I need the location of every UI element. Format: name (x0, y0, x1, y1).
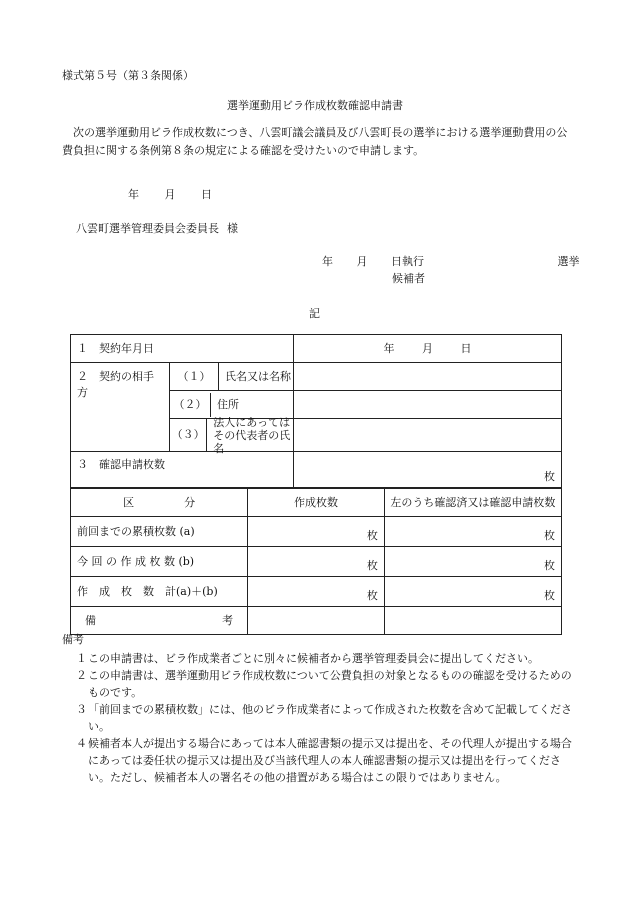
contract-table (70, 334, 562, 488)
header-category-right: 分 (184, 495, 196, 509)
sub-label-name: 氏名又は名称 (225, 369, 291, 383)
date-month: 月 (164, 188, 176, 201)
addressee-honorific: 様 (227, 222, 238, 235)
note-item: ３ 「前回までの累積枚数」には、他のビラ作成業者によって作成された枚数を含めて記載してください。 (76, 703, 572, 733)
intro-paragraph (62, 124, 568, 160)
date-day: 日 (201, 188, 212, 201)
sub-no-2: （２） (170, 393, 211, 417)
count-confirmed-total[interactable]: 枚 (384, 577, 561, 607)
party-representative-field[interactable] (294, 419, 562, 452)
count-label-current: 今 回 の 作 成 枚 数 (b) (71, 547, 248, 577)
party-name-field[interactable] (294, 363, 562, 391)
ki-label: 記 (309, 307, 320, 320)
sub-label-address: 住所 (217, 397, 239, 411)
candidate-label: 候補者 (392, 272, 425, 285)
count-label-total: 作 成 枚 数 計(a)＋(b) (71, 577, 248, 607)
count-row-current (71, 547, 562, 577)
requested-count-label: ３ 確認申請枚数 (71, 452, 294, 488)
note-item: １ この申請書は、ビラ作成業者ごとに別々に候補者から選挙管理委員会に提出してください。 (76, 652, 539, 665)
note-item: ２ この申請書は、選挙運動用ビラ作成枚数について公費負担の対象となるものの確認を受けるためのものです。 (76, 669, 572, 699)
header-confirmed: 左のうち確認済又は確認申請枚数 (384, 489, 561, 517)
party-address-field[interactable] (294, 391, 562, 419)
count-confirmed-previous[interactable]: 枚 (384, 517, 561, 547)
requested-count-row (71, 452, 562, 488)
election-line (322, 254, 580, 270)
contract-party-label: ２ 契約の相手方 (71, 363, 170, 452)
contract-date-field[interactable] (294, 335, 562, 363)
count-label-previous: 前回までの累積枚数 (a) (71, 517, 248, 547)
election-year: 年 (322, 255, 333, 268)
requested-count-unit: 枚 (544, 470, 555, 484)
sub-label-rep-1: 法人にあっては (213, 415, 291, 429)
remarks-confirmed-field[interactable] (384, 607, 561, 635)
notes-heading: 備考 (62, 633, 84, 646)
contract-day: 日 (460, 341, 472, 355)
count-created-total[interactable]: 枚 (248, 577, 385, 607)
form-number: 様式第５号（第３条関係） (62, 69, 194, 82)
remarks-right: 考 (222, 613, 234, 627)
count-table-header (71, 489, 562, 517)
count-confirmed-current[interactable]: 枚 (384, 547, 561, 577)
notes-list (62, 650, 572, 786)
contract-date-label: １ 契約年月日 (71, 335, 294, 363)
election-day-exec: 日執行 (391, 255, 424, 268)
election-month: 月 (356, 255, 368, 268)
remarks-created-field[interactable] (248, 607, 385, 635)
intro-text: 次の選挙運動用ビラ作成枚数につき、八雲町議会議員及び八雲町長の選挙における選挙運動費用の公費負担に関する条例第８条の規定による確認を受けたいので申請します。 (62, 126, 568, 157)
sub-no-3: （３） (170, 419, 207, 451)
contract-date-row (71, 335, 562, 363)
requested-count-field[interactable] (294, 452, 562, 488)
contract-month: 月 (422, 341, 433, 355)
count-row-total (71, 577, 562, 607)
contract-party-row-1 (71, 363, 562, 391)
addressee (76, 221, 238, 237)
header-category-left: 区 (123, 495, 135, 509)
sub-label-rep-2: その代表者の氏名 (213, 428, 291, 455)
date-year: 年 (128, 188, 139, 201)
count-table (70, 488, 562, 635)
remarks-left: 備 (85, 613, 96, 627)
document-title: 選挙運動用ビラ作成枚数確認申請書 (227, 99, 403, 112)
count-created-current[interactable]: 枚 (248, 547, 385, 577)
addressee-name: 八雲町選挙管理委員会委員長 (76, 222, 219, 235)
sub-no-1: （１） (170, 363, 219, 390)
count-row-previous (71, 517, 562, 547)
contract-year: 年 (383, 341, 395, 355)
header-created: 作成枚数 (248, 489, 385, 517)
count-row-remarks (71, 607, 562, 635)
count-created-previous[interactable]: 枚 (248, 517, 385, 547)
note-item: ４ 候補者本人が提出する場合にあっては本人確認書類の提示又は提出を、その代理人が提出する場合にあっては委任状の提示又は提出及び当該代理人の本人確認書類の提示又は提出を行ってください。ただし、候補者本人の署名その他の措置がある場合はこの限りではありません。 (76, 737, 572, 784)
application-date (128, 187, 234, 203)
election-label: 選挙 (557, 255, 580, 268)
